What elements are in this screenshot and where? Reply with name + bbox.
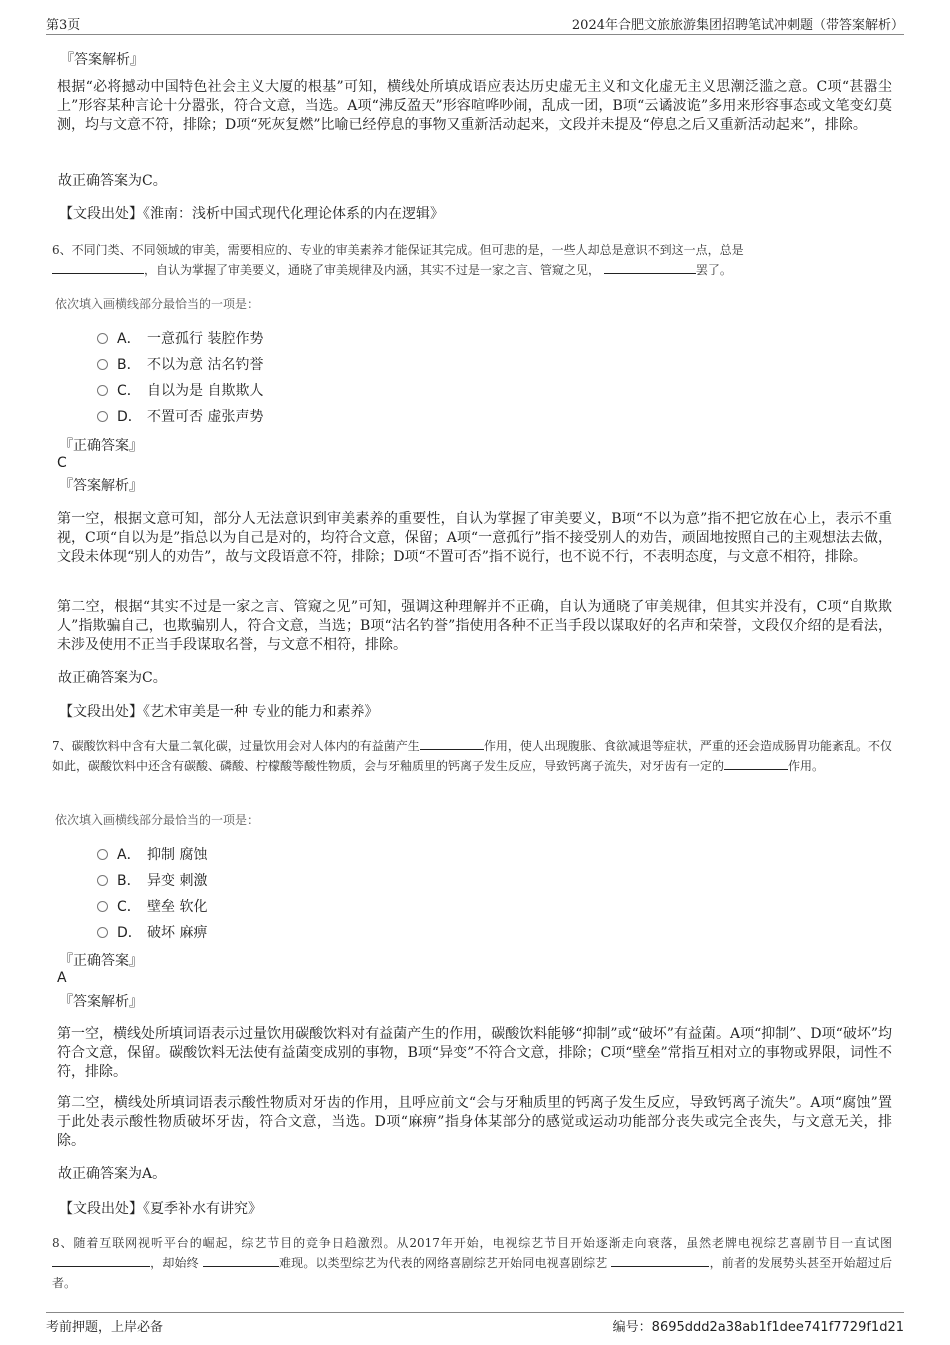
radio-icon[interactable] [97, 901, 108, 912]
footer-code: 编号：8695ddd2a38ab1f1dee741f7729f1d21 [612, 1320, 904, 1335]
page-number: 第3页 [46, 18, 81, 33]
q5-conclusion: 故正确答案为C。 [58, 173, 167, 189]
q8-blank-1 [52, 1253, 150, 1267]
q6-correct-answer: C [57, 455, 67, 471]
q6-prompt: 依次填入画横线部分最恰当的一项是： [55, 297, 260, 311]
footer-slogan: 考前押题，上岸必备 [46, 1320, 164, 1335]
q6-blank-1 [52, 260, 144, 274]
q6-conclusion: 故正确答案为C。 [58, 670, 167, 686]
q6-stem-part2: ，自认为掌握了审美要义，通晓了审美规律及内涵，其实不过是一家之言、管窥之见， [144, 263, 601, 277]
q6-stem-part1: 6、不同门类、不同领域的审美，需要相应的、专业的审美素养才能保证其完成。但可悲的是，一些人却总是意识不到这一点，总是 [52, 243, 744, 257]
q6-option-a[interactable]: A． 一意孤行 装腔作势 [97, 329, 263, 349]
q5-source: 【文段出处】《淮南：浅析中国式现代化理论体系的内在逻辑》 [59, 206, 444, 222]
q7-stem: 7、碳酸饮料中含有大量二氧化碳，过量饮用会对人体内的有益菌产生 作用，使人出现腹胀、食欲减退等症状，严重的还会造成肠胃功能紊乱。不仅如此，碳酸饮料中还含有碳酸、磷酸、柠檬酸等酸性物质，会与牙釉质里的钙离子发生反应，导致钙离子流失，对牙齿有一定的 作用。 [52, 736, 892, 776]
radio-icon[interactable] [97, 333, 108, 344]
q6-analysis-label: 『答案解析』 [59, 478, 143, 494]
q7-blank-2 [724, 756, 788, 770]
q7-correct-answer: A [57, 970, 67, 986]
radio-icon[interactable] [97, 927, 108, 938]
q6-correct-label: 『正确答案』 [59, 438, 143, 454]
q7-prompt: 依次填入画横线部分最恰当的一项是： [55, 813, 260, 827]
q5-analysis: 根据“必将撼动中国特色社会主义大厦的根基”可知，横线处所填成语应表达历史虚无主义和文化虚无主义思潮泛滥之意。C项“甚嚣尘上”形容某种言论十分嚣张，符合文意，当选。A项“沸反盈天”形容喧哗吵闹，乱成一团，B项“云谲波诡”多用来形容事态或文笔变幻莫测，均与文意不符，排除；D项“死灰复燃”比喻已经停息的事物又重新活动起来，文段并未提及“停息之后又重新活动起来”，排除。 [57, 79, 892, 133]
q6-blank-2 [604, 260, 696, 274]
page-footer [46, 1312, 904, 1335]
q7-analysis-1: 第一空，横线处所填词语表示过量饮用碳酸饮料对有益菌产生的作用，碳酸饮料能够“抑制”或“破坏”有益菌。A项“抑制”、D项“破坏”均符合文意，保留。碳酸饮料无法使有益菌变成别的事物，B项“异变”不符合文意，排除；C项“壁垒”常指互相对立的事物或界限，词性不符，排除。 [57, 1026, 892, 1080]
q6-stem-part3: 罢了。 [695, 263, 732, 277]
q6-stem [52, 240, 892, 280]
q7-option-b[interactable]: B． 异变 刺激 [97, 871, 207, 891]
q6-option-c[interactable]: C． 自以为是 自欺欺人 [97, 381, 263, 401]
q6-option-b[interactable]: B． 不以为意 沽名钓誉 [97, 355, 263, 375]
q7-correct-label: 『正确答案』 [59, 953, 143, 969]
page-header [46, 12, 904, 35]
radio-icon[interactable] [97, 849, 108, 860]
radio-icon[interactable] [97, 875, 108, 886]
q6-source: 【文段出处】《艺术审美是一种 专业的能力和素养》 [59, 704, 379, 720]
q7-source: 【文段出处】《夏季补水有讲究》 [59, 1201, 262, 1217]
q7-option-d[interactable]: D． 破坏 麻痹 [97, 923, 207, 943]
q7-conclusion: 故正确答案为A。 [58, 1166, 167, 1182]
q8-stem: 8、随着互联网视听平台的崛起，综艺节目的竞争日趋激烈。从2017年开始，电视综艺节目开始逐渐走向衰落，虽然老牌电视综艺喜剧节目一直试图，却始终 难现。以类型综艺为代表的网络喜剧综艺开始同电视喜剧综艺 ，前者的发展势头甚至开始超过后者。 [52, 1236, 892, 1290]
q6-analysis-1: 第一空，根据文意可知，部分人无法意识到审美素养的重要性，自认为掌握了审美要义，B项“不以为意”指不把它放在心上，表示不重视，C项“自以为是”指总以为自己是对的，均符合文意，保留；A项“一意孤行”指不接受别人的劝告，顽固地按照自己的主观想法去做，文段未体现“别人的劝告”，故与文段语意不符，排除；D项“不置可否”指不说行，也不说不行，不表明态度，与文意不相符，排除。 [57, 511, 892, 565]
q8-blank-2 [203, 1253, 279, 1267]
radio-icon[interactable] [97, 411, 108, 422]
q7-option-c[interactable]: C． 壁垒 软化 [97, 897, 207, 917]
q7-analysis-label: 『答案解析』 [59, 994, 143, 1010]
radio-icon[interactable] [97, 385, 108, 396]
radio-icon[interactable] [97, 359, 108, 370]
q5-analysis-label: 『答案解析』 [60, 52, 144, 68]
q7-option-a[interactable]: A． 抑制 腐蚀 [97, 845, 207, 865]
document-title: 2024年合肥文旅旅游集团招聘笔试冲刺题（带答案解析） [571, 18, 904, 33]
q7-analysis-2: 第二空，横线处所填词语表示酸性物质对牙齿的作用，且呼应前文“会与牙釉质里的钙离子发生反应，导致钙离子流失”。A项“腐蚀”置于此处表示酸性物质破坏牙齿，符合文意，当选。D项“麻痹”指身体某部分的感觉或运动功能部分丧失或完全丧失，与文意无关，排除。 [57, 1095, 892, 1149]
q8-blank-3 [611, 1253, 709, 1267]
q7-blank-1 [420, 736, 484, 750]
q6-option-d[interactable]: D． 不置可否 虚张声势 [97, 407, 263, 427]
q6-analysis-2: 第二空，根据“其实不过是一家之言、管窥之见”可知，强调这种理解并不正确，自认为通晓了审美规律，但其实并没有，C项“自欺欺人”指欺骗自己，也欺骗别人，符合文意，当选；B项“沽名钓誉”指使用各种不正当手段以谋取好的名声和荣誉，文段仅介绍的是看法，未涉及使用不正当手段谋取名誉，与文意不相符，排除。 [57, 599, 892, 653]
